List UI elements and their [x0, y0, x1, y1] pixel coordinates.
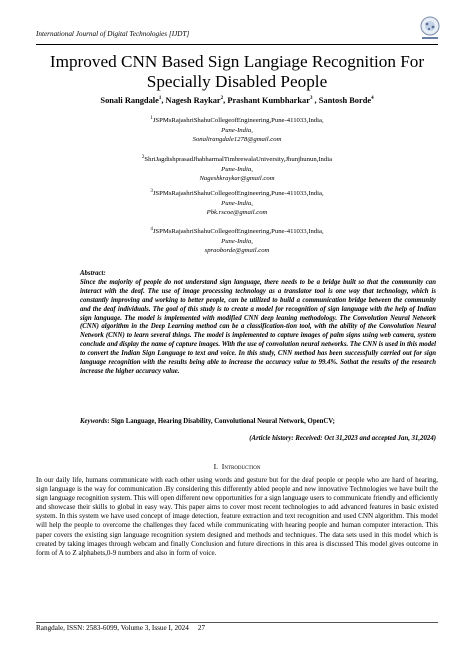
affiliation-sup: 3 [150, 189, 153, 194]
author-sup: 2 [220, 96, 224, 102]
author-name: Santosh Borde [318, 96, 372, 105]
affiliation-city: Pune-India, [221, 237, 253, 245]
section-heading [36, 462, 438, 471]
journal-name: International Journal of Digital Technologies [IJDT] [36, 30, 190, 38]
affiliation-3 [20, 187, 454, 218]
author-list: Sonali Rangdale$^1$, Nagesh Raykar$^2$, Prashant Kumbharkar$^3$ , Santosh Borde$^4$ [100, 96, 374, 105]
page-footer [36, 624, 205, 632]
author-sup: 1 [158, 96, 162, 102]
keywords-label: Keywords [80, 418, 108, 425]
affiliation-institution: JSPMsRajashriShahuCollegeofEngineering,Pune-411033,India, [152, 117, 324, 125]
affiliation-city: Pune-India, [221, 199, 253, 207]
paper-title: Improved CNN Based Sign Langiage Recognition For Specially Disabled People [49, 52, 425, 91]
affiliation-email: spraoborde@gmail.com [204, 247, 270, 255]
footer-citation: Rangdale, ISSN: 2583-6099, Volume 3, Issue I, 2024 [36, 624, 189, 632]
header-rule [36, 44, 438, 45]
footer-rule [36, 622, 438, 623]
affiliation-institution: JSPMsRajashriShahuCollegeofEngineering,Pune-411033,India, [152, 228, 324, 236]
section-title: Introduction [221, 462, 261, 471]
abstract-label: Abstract: [80, 270, 106, 277]
page-number: 27 [197, 624, 206, 632]
affiliation-2 [20, 153, 454, 184]
affiliation-4 [20, 225, 454, 256]
abstract-text: Since the majority of people do not understand sign language, there needs to be a bridge built so that the community can interact with the deaf. The use of image processing technology as a translator tool is one way that technology, which is constantly improving and working to better people, can be utilized to build a communication bridge between the community and the deaf individuals. The goal of this study is to create a model for recognition of sign language with the help of Indian sign language. The model is implemented with modified CNN deep leaning methodology. The Convolution Neural Network (CNN) algorithm in the Deep Learning method can be a classification-tion tool, with the ability of the Convolution Neural Network (CNN) to learn several things. The model is implemented to capture images of palm signs using web camera, system conclude and display the name of capture images. With the use of convolution neural networks. The CNN is used in this model to convert the Indian Sign Language to text and voice. In this study, CNN method has been successfully carried out for sign language recognition with the results being able to increase the accuracy value to 99.4%. Sothat the results of the research increase the higher accuracy value. [80, 278, 436, 375]
author-name: Prashant Kumbharkar [227, 96, 310, 105]
keywords [80, 418, 436, 425]
article-history: (Article history: Received: Oct 31,2023 and accepted Jan, 31,2024) [249, 435, 436, 442]
introduction-text: In our daily life, humans communicate with each other using words and gesture but for the deaf people or people who are hard of hearing, sign language is the way for communication .By considering this differently abled people and new innovative Technologies we have built the sign language recognition system. This will open different new opportunities for a sign language users to communicate friendly and efficiently and showcase their skills to global in easy way. This paper aims to cover most recent technologies to add advanced features in basic existed system. In this system we have used concept of image detection, feature extraction and text recognition and used CNN algorithm. This model will help the people to overcome the challenges they faced while communicating with hearing people and human computer interaction. This paper covers the existing sign language recognition system designed and methods and techniques. The data sets used in this model which is created by taking images through webcam and finally Conclusion and future directions in this area is discussed This model gives outcome in form of A to Z alphabets,0-9 numbers and also in form of voice. [36, 476, 438, 557]
affiliation-city: Pune-India, [221, 165, 253, 173]
affiliation-sup: 4 [150, 227, 153, 232]
affiliation-city: Pune-India, [221, 126, 253, 134]
affiliation-email: Sonalirangdale1278@gmail.com [192, 136, 282, 144]
keywords-text: : Sign Language, Hearing Disability, Convolutional Neural Network, OpenCV; [107, 418, 335, 425]
journal-logo-icon [416, 14, 444, 42]
affiliation-1 [20, 114, 454, 145]
affiliation-institution: ShriJagdishprasadJhabharmalTimbrewalaUniversity,Jhunjhunun,India [144, 156, 333, 164]
affiliation-email: Nageshkraykar@gmail.com [199, 175, 275, 183]
author-sup: 4 [371, 96, 374, 102]
affiliation-sup: 2 [141, 155, 145, 160]
affiliation-institution: JSPMsRajashriShahuCollegeofEngineering,Pune-411033,India, [152, 190, 324, 198]
author-name: Sonali Rangdale [100, 96, 159, 105]
section-number: I. [213, 462, 218, 471]
affiliation-sup: 1 [150, 116, 153, 121]
author-name: Nagesh Raykar [165, 96, 221, 105]
abstract [80, 270, 436, 377]
affiliation-email: Pbk.rscoe@gmail.com [206, 209, 268, 217]
author-sup: 3 [309, 96, 313, 102]
